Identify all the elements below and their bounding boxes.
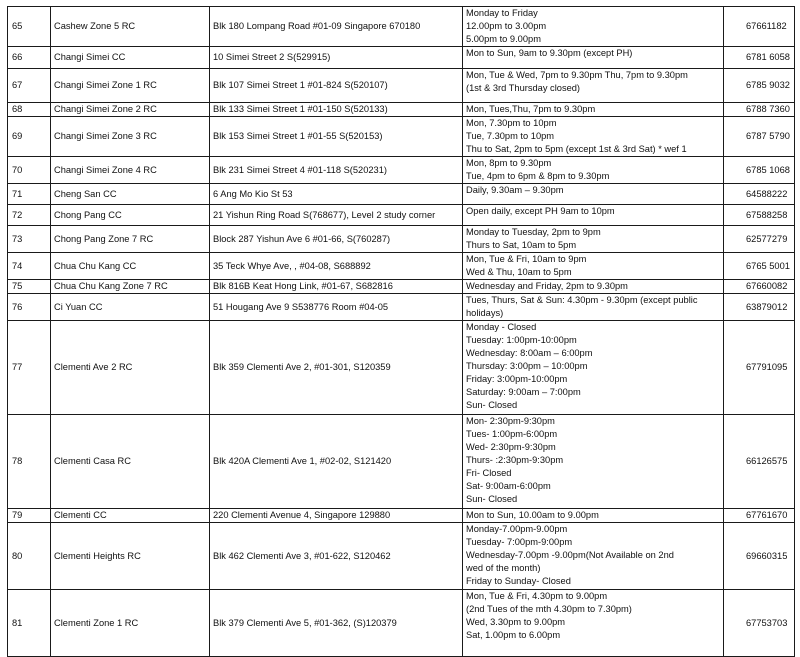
phone-number: 6765 5001 — [724, 253, 795, 280]
row-number: 72 — [8, 205, 51, 226]
hours-line: Sat- 9:00am-6:00pm — [466, 481, 551, 491]
hours-line: Friday: 3:00pm-10:00pm — [466, 374, 568, 384]
hours-line: Thu to Sat, 2pm to 5pm (except 1st & 3rd Sat) * wef 1 — [466, 144, 687, 154]
opening-hours — [463, 103, 724, 117]
opening-hours — [463, 7, 724, 47]
study-corner-table — [7, 6, 795, 657]
hours-line: Saturday: 9:00am – 7:00pm — [466, 387, 581, 397]
centre-address: 21 Yishun Ring Road S(768677), Level 2 study corner — [210, 205, 463, 226]
table-row — [8, 184, 795, 205]
table-row — [8, 69, 795, 103]
centre-name: Chua Chu Kang Zone 7 RC — [51, 280, 210, 294]
hours-line: Tuesday- 7:00pm-9:00pm — [466, 537, 573, 547]
hours-line: Thursday: 3:00pm – 10:00pm — [466, 361, 588, 371]
centre-address: Blk 107 Simei Street 1 #01-824 S(520107) — [210, 69, 463, 103]
opening-hours — [463, 69, 724, 103]
centre-address: Blk 180 Lompang Road #01-09 Singapore 670180 — [210, 7, 463, 47]
hours-line: Mon to Sun, 10.00am to 9.00pm — [466, 510, 599, 520]
hours-line: (1st & 3rd Thursday closed) — [466, 83, 581, 93]
hours-line: Mon, Tue & Wed, 7pm to 9.30pm Thu, 7pm to 9.30pm — [466, 70, 688, 80]
table-row — [8, 294, 795, 321]
row-number: 77 — [8, 321, 51, 415]
phone-number: 6785 9032 — [724, 69, 795, 103]
opening-hours — [463, 157, 724, 184]
centre-name: Ci Yuan CC — [51, 294, 210, 321]
centre-name: Changi Simei Zone 1 RC — [51, 69, 210, 103]
centre-name: Clementi Zone 1 RC — [51, 590, 210, 657]
centre-address: Blk 420A Clementi Ave 1, #02-02, S121420 — [210, 415, 463, 509]
table-row — [8, 47, 795, 69]
hours-line: Mon- 2:30pm-9:30pm — [466, 416, 555, 426]
hours-line: Monday-7.00pm-9.00pm — [466, 524, 568, 534]
centre-address: Blk 379 Clementi Ave 5, #01-362, (S)120379 — [210, 590, 463, 657]
hours-line: Sat, 1.00pm to 6.00pm — [466, 630, 561, 640]
row-number: 80 — [8, 523, 51, 590]
phone-number: 67660082 — [724, 280, 795, 294]
table-row — [8, 509, 795, 523]
table-row — [8, 7, 795, 47]
table-row — [8, 226, 795, 253]
table-row — [8, 523, 795, 590]
hours-line: Daily, 9.30am – 9.30pm — [466, 185, 564, 195]
hours-line: Friday to Sunday- Closed — [466, 576, 571, 586]
opening-hours — [463, 415, 724, 509]
centre-address: 10 Simei Street 2 S(529915) — [210, 47, 463, 69]
table-row — [8, 117, 795, 157]
row-number: 71 — [8, 184, 51, 205]
phone-number: 69660315 — [724, 523, 795, 590]
centre-name: Chong Pang CC — [51, 205, 210, 226]
opening-hours — [463, 253, 724, 280]
opening-hours — [463, 523, 724, 590]
table-body — [8, 7, 795, 657]
centre-address: Blk 153 Simei Street 1 #01-55 S(520153) — [210, 117, 463, 157]
hours-line: Wed & Thu, 10am to 5pm — [466, 267, 572, 277]
centre-name: Chong Pang Zone 7 RC — [51, 226, 210, 253]
table-row — [8, 253, 795, 280]
opening-hours — [463, 226, 724, 253]
table-row — [8, 415, 795, 509]
phone-number: 66126575 — [724, 415, 795, 509]
centre-name: Changi Simei Zone 2 RC — [51, 103, 210, 117]
row-number: 74 — [8, 253, 51, 280]
hours-line: Mon, 7.30pm to 10pm — [466, 118, 557, 128]
hours-line: 12.00pm to 3.00pm — [466, 21, 547, 31]
hours-line: Tues- 1:00pm-6:00pm — [466, 429, 558, 439]
hours-line: Thurs- :2:30pm-9:30pm — [466, 455, 564, 465]
centre-address: 220 Clementi Avenue 4, Singapore 129880 — [210, 509, 463, 523]
hours-line: Tue, 4pm to 6pm & 8pm to 9.30pm — [466, 171, 610, 181]
table-row — [8, 321, 795, 415]
hours-line: Monday - Closed — [466, 322, 537, 332]
row-number: 79 — [8, 509, 51, 523]
hours-line: Monday to Friday — [466, 8, 538, 18]
opening-hours — [463, 117, 724, 157]
hours-line: Wednesday: 8:00am – 6:00pm — [466, 348, 593, 358]
opening-hours — [463, 205, 724, 226]
centre-address: Blk 133 Simei Street 1 #01-150 S(520133) — [210, 103, 463, 117]
row-number: 69 — [8, 117, 51, 157]
phone-number: 6788 7360 — [724, 103, 795, 117]
centre-address: Blk 816B Keat Hong Link, #01-67, S682816 — [210, 280, 463, 294]
phone-number: 63879012 — [724, 294, 795, 321]
table-row — [8, 590, 795, 657]
hours-line: Tuesday: 1:00pm-10:00pm — [466, 335, 577, 345]
hours-line: Tues, Thurs, Sat & Sun: 4.30pm - 9.30pm (except public — [466, 295, 698, 305]
centre-address: 6 Ang Mo Kio St 53 — [210, 184, 463, 205]
phone-number: 64588222 — [724, 184, 795, 205]
centre-name: Changi Simei Zone 3 RC — [51, 117, 210, 157]
centre-name: Clementi Ave 2 RC — [51, 321, 210, 415]
phone-number: 67661182 — [724, 7, 795, 47]
hours-line: 5.00pm to 9.00pm — [466, 34, 541, 44]
phone-number: 67588258 — [724, 205, 795, 226]
centre-name: Changi Simei CC — [51, 47, 210, 69]
opening-hours — [463, 590, 724, 657]
centre-address: Blk 462 Clementi Ave 3, #01-622, S120462 — [210, 523, 463, 590]
row-number: 73 — [8, 226, 51, 253]
hours-line: Tue, 7.30pm to 10pm — [466, 131, 555, 141]
centre-name: Clementi Casa RC — [51, 415, 210, 509]
hours-line: Mon, Tue & Fri, 10am to 9pm — [466, 254, 587, 264]
phone-number: 67791095 — [724, 321, 795, 415]
hours-line: wed of the month) — [466, 563, 541, 573]
centre-address: Blk 231 Simei Street 4 #01-118 S(520231) — [210, 157, 463, 184]
centre-name: Cheng San CC — [51, 184, 210, 205]
centre-address: 51 Hougang Ave 9 S538776 Room #04-05 — [210, 294, 463, 321]
hours-line: Wednesday-7.00pm -9.00pm(Not Available on 2nd — [466, 550, 674, 560]
hours-line: Mon, Tues,Thu, 7pm to 9.30pm — [466, 104, 596, 114]
phone-number: 67753703 — [724, 590, 795, 657]
hours-line: Mon, Tue & Fri, 4.30pm to 9.00pm — [466, 591, 608, 601]
opening-hours — [463, 294, 724, 321]
centre-name: Cashew Zone 5 RC — [51, 7, 210, 47]
opening-hours — [463, 509, 724, 523]
row-number: 78 — [8, 415, 51, 509]
hours-line: Wednesday and Friday, 2pm to 9.30pm — [466, 281, 628, 291]
centre-name: Clementi Heights RC — [51, 523, 210, 590]
phone-number: 67761670 — [724, 509, 795, 523]
opening-hours — [463, 280, 724, 294]
centre-name: Changi Simei Zone 4 RC — [51, 157, 210, 184]
opening-hours — [463, 321, 724, 415]
centre-name: Chua Chu Kang CC — [51, 253, 210, 280]
row-number: 70 — [8, 157, 51, 184]
centre-name: Clementi CC — [51, 509, 210, 523]
row-number: 76 — [8, 294, 51, 321]
hours-line: Mon, 8pm to 9.30pm — [466, 158, 552, 168]
row-number: 81 — [8, 590, 51, 657]
table-row — [8, 157, 795, 184]
phone-number: 6787 5790 — [724, 117, 795, 157]
hours-line: Thurs to Sat, 10am to 5pm — [466, 240, 577, 250]
hours-line: Open daily, except PH 9am to 10pm — [466, 206, 615, 216]
phone-number: 6781 6058 — [724, 47, 795, 69]
table-row — [8, 103, 795, 117]
hours-line: Wed- 2:30pm-9:30pm — [466, 442, 556, 452]
opening-hours — [463, 47, 724, 69]
hours-line: Sun- Closed — [466, 400, 518, 410]
row-number: 66 — [8, 47, 51, 69]
hours-line: Fri- Closed — [466, 468, 512, 478]
table-row — [8, 280, 795, 294]
row-number: 68 — [8, 103, 51, 117]
centre-address: Block 287 Yishun Ave 6 #01-66, S(760287) — [210, 226, 463, 253]
hours-line: Wed, 3.30pm to 9.00pm — [466, 617, 566, 627]
hours-line: Monday to Tuesday, 2pm to 9pm — [466, 227, 601, 237]
table-row — [8, 205, 795, 226]
centre-address: Blk 359 Clementi Ave 2, #01-301, S120359 — [210, 321, 463, 415]
centre-address: 35 Teck Whye Ave, , #04-08, S688892 — [210, 253, 463, 280]
hours-line: (2nd Tues of the mth 4.30pm to 7.30pm) — [466, 604, 632, 614]
phone-number: 62577279 — [724, 226, 795, 253]
hours-line: holidays) — [466, 308, 504, 318]
row-number: 67 — [8, 69, 51, 103]
phone-number: 6785 1068 — [724, 157, 795, 184]
hours-line: Mon to Sun, 9am to 9.30pm (except PH) — [466, 48, 633, 58]
hours-line: Sun- Closed — [466, 494, 518, 504]
opening-hours — [463, 184, 724, 205]
row-number: 75 — [8, 280, 51, 294]
row-number: 65 — [8, 7, 51, 47]
